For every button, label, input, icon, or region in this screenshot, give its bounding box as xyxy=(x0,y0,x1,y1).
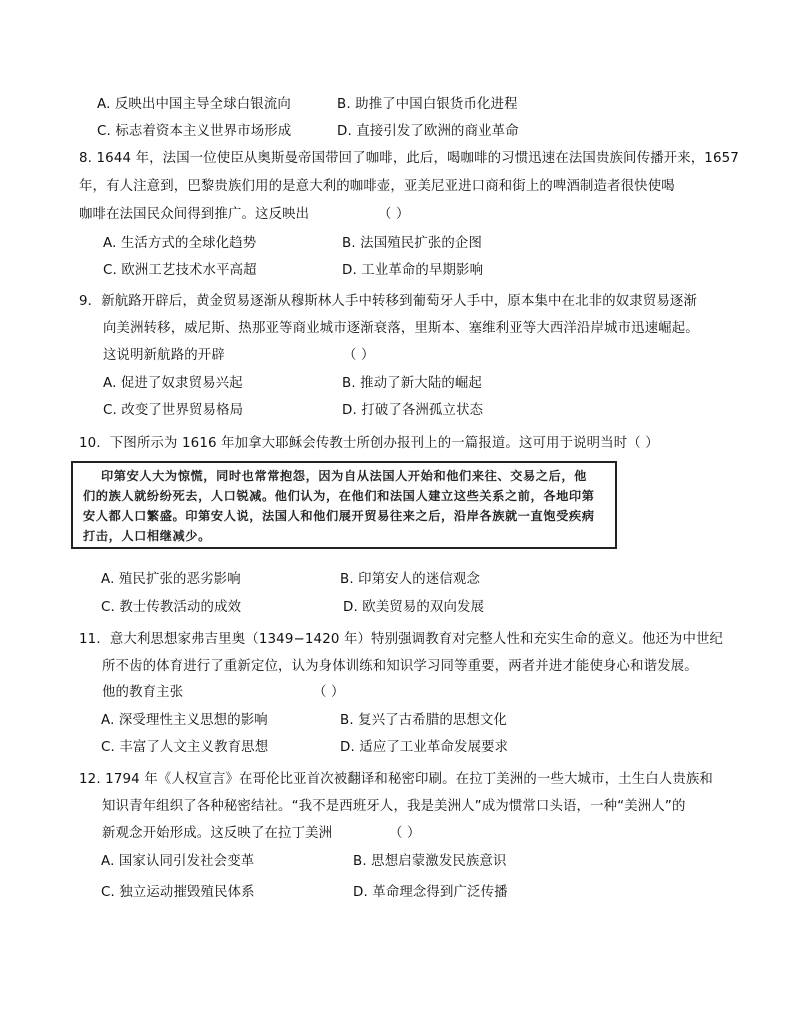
q7-option-c: C. 标志着资本主义世界市场形成 xyxy=(97,124,292,139)
q11-answer-paren: （ ） xyxy=(313,685,345,700)
q11-option-c: C. 丰富了人文主义教育思想 xyxy=(101,740,269,755)
q12-stem-line-2: 知识青年组织了各种秘密结社。“我不是西班牙人，我是美洲人”成为惯常口头语，一种“美洲人”的 xyxy=(102,799,686,814)
q9-option-a: A. 促进了奴隶贸易兴起 xyxy=(103,376,243,391)
q10-quote-line-4: 打击，人口相继减少。 xyxy=(83,529,211,543)
q7-option-a: A. 反映出中国主导全球白银流向 xyxy=(97,97,291,112)
q9-option-b: B. 推动了新大陆的崛起 xyxy=(342,376,483,391)
q8-option-d: D. 工业革命的早期影响 xyxy=(342,263,484,278)
q10-quote-line-3: 安人都人口繁盛。印第安人说，法国人和他们展开贸易往来之后，沿岸各族就一直饱受疾病 xyxy=(83,509,595,523)
q10-quote-line-1: 印第安人大为惊慌，同时也常常抱怨，因为自从法国人开始和他们来往、交易之后，他 xyxy=(101,469,587,483)
q7-option-d: D. 直接引发了欧洲的商业革命 xyxy=(337,124,519,139)
q12-option-b: B. 思想启蒙激发民族意识 xyxy=(353,854,507,869)
q11-stem-line-3: 他的教育主张 xyxy=(102,685,184,700)
q7-option-b: B. 助推了中国白银货币化进程 xyxy=(337,97,518,112)
q8-answer-paren: （ ） xyxy=(378,207,410,222)
q8-option-a: A. 生活方式的全球化趋势 xyxy=(103,236,257,251)
q11-option-a: A. 深受理性主义思想的影响 xyxy=(101,713,268,728)
q11-option-d: D. 适应了工业革命发展要求 xyxy=(340,740,509,755)
q10-stem-line-1: 10．下图所示为 1616 年加拿大耶稣会传教士所创办报刊上的一篇报道。这可用于说明当时（ ） xyxy=(79,436,659,451)
q9-answer-paren: （ ） xyxy=(343,348,375,363)
q8-stem-line-3: 咖啡在法国民众间得到推广。这反映出 xyxy=(79,207,310,222)
q9-stem-line-1: 9．新航路开辟后，黄金贸易逐渐从穆斯林人手中转移到葡萄牙人手中，原本集中在北非的奴隶贸易逐渐 xyxy=(79,294,697,309)
q11-stem-line-2: 所不齿的体育进行了重新定位，认为身体训练和知识学习同等重要，两者并进才能使身心和谐发展。 xyxy=(102,659,698,674)
q9-stem-line-2: 向美洲转移，威尼斯、热那亚等商业城市逐渐衰落，里斯本、塞维利亚等大西洋沿岸城市迅速崛起。 xyxy=(103,321,699,336)
q9-stem-line-3: 这说明新航路的开辟 xyxy=(103,348,225,363)
q10-option-b: B. 印第安人的迷信观念 xyxy=(340,572,481,587)
q10-option-a: A. 殖民扩张的恶劣影响 xyxy=(101,572,241,587)
q12-stem-line-1: 12. 1794 年《人权宣言》在哥伦比亚首次被翻译和秘密印刷。在拉丁美洲的一些大城市，土生白人贵族和 xyxy=(79,772,713,787)
q11-option-b: B. 复兴了古希腊的思想文化 xyxy=(340,713,508,728)
q9-option-d: D. 打破了各洲孤立状态 xyxy=(342,403,484,418)
q12-stem-line-3: 新观念开始形成。这反映了在拉丁美洲 xyxy=(102,826,333,841)
q8-stem-line-1: 8. 1644 年，法国一位使臣从奥斯曼帝国带回了咖啡，此后，喝咖啡的习惯迅速在法国贵族间传播开来，1657 xyxy=(79,151,739,166)
q12-answer-paren: （ ） xyxy=(389,826,421,841)
q12-option-d: D. 革命理念得到广泛传播 xyxy=(353,885,508,900)
q11-stem-line-1: 11．意大利思想家弗吉里奥（1349−1420 年）特别强调教育对完整人性和充实生命的意义。他还为中世纪 xyxy=(79,632,724,647)
q8-stem-line-2: 年，有人注意到，巴黎贵族们用的是意大利的咖啡壶，亚美尼亚进口商和街上的啤酒制造者很快使喝 xyxy=(79,179,675,194)
q10-quote-box xyxy=(71,461,617,549)
q8-option-c: C. 欧洲工艺技术水平高超 xyxy=(103,263,257,278)
q10-option-d: D. 欧美贸易的双向发展 xyxy=(343,600,485,615)
q12-option-a: A. 国家认同引发社会变革 xyxy=(101,854,255,869)
q9-option-c: C. 改变了世界贸易格局 xyxy=(103,403,244,418)
q10-option-c: C. 教士传教活动的成效 xyxy=(101,600,242,615)
q10-quote-line-2: 们的族人就纷纷死去，人口锐减。他们认为，在他们和法国人建立这些关系之前，各地印第 xyxy=(83,489,595,503)
q8-option-b: B. 法国殖民扩张的企图 xyxy=(342,236,483,251)
q12-option-c: C. 独立运动摧毁殖民体系 xyxy=(101,885,255,900)
